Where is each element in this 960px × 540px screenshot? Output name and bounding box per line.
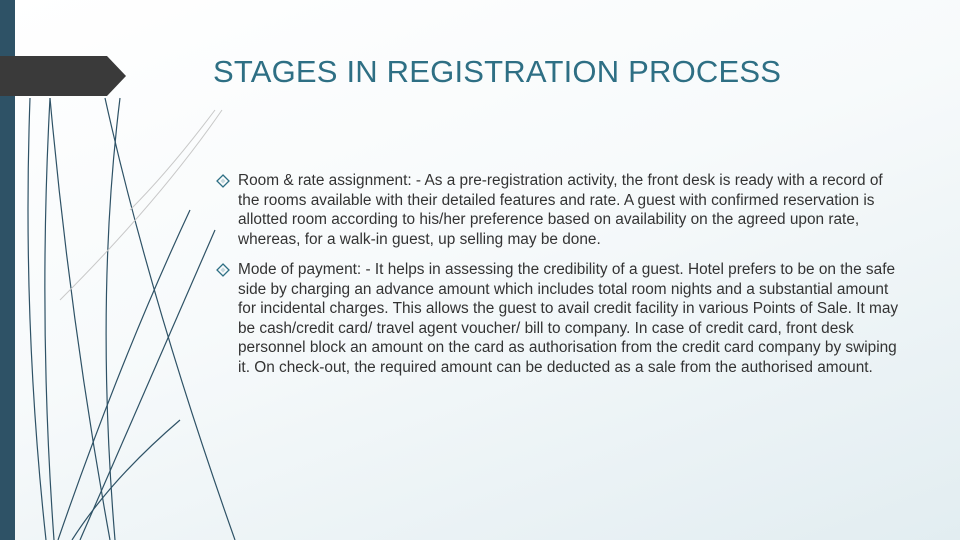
- diamond-outline-icon: [216, 174, 230, 188]
- bullet-list: [215, 171, 905, 388]
- diamond-outline-icon: [216, 263, 230, 277]
- bullet-mode-of-payment: [215, 260, 905, 377]
- bullet-text: Mode of payment: - It helps in assessing the credibility of a guest. Hotel prefers to be on the safe side by charging an advance amount which includes total room nights and a substantial amount for incidental charges. This allows the guest to avail credit facility in various Points of Sale. It may be cash/credit card/ travel agent voucher/ bill to company. In case of credit card, front desk personnel block an amount on the card as authorisation from the credit card company by swiping it. On check-out, the required amount can be deducted as a sale from the authorised amount.: [238, 261, 899, 376]
- slide-title: STAGES IN REGISTRATION PROCESS: [213, 54, 782, 89]
- bullet-text: Room & rate assignment: - As a pre-registration activity, the front desk is ready with a record of the rooms available with their detailed features and rate. A guest with confirmed reservation is allotted room according to his/her preference based on availability on the agreed upon rate, whereas, for a walk-in guest, up selling may be done.: [238, 172, 883, 248]
- bullet-room-rate: [215, 171, 905, 249]
